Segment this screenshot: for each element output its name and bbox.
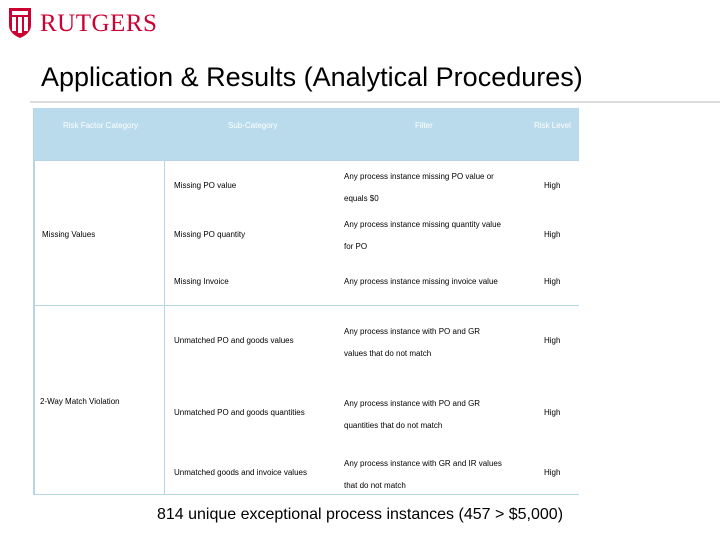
shield-icon [8, 7, 32, 39]
row-divider [34, 305, 579, 306]
sub-category-cell: Unmatched PO and goods quantities [174, 408, 305, 417]
title-divider [30, 101, 720, 103]
column-divider [164, 160, 165, 494]
table-header [34, 108, 579, 160]
risk-level-cell: High [544, 277, 561, 286]
risk-level-cell: High [544, 181, 561, 190]
rutgers-logo [8, 6, 157, 40]
filter-cell: Any process instance with PO and GR quantities that do not match [344, 399, 481, 430]
sub-category-cell: Missing PO value [174, 181, 237, 190]
sub-category-cell: Unmatched PO and goods values [174, 336, 294, 345]
header-sub-category: Sub-Category [228, 121, 278, 130]
risk-table [33, 108, 579, 495]
column-divider [34, 160, 35, 494]
summary-text: 814 unique exceptional process instances (457 > $5,000) [156, 506, 564, 523]
risk-level-cell: High [544, 336, 561, 345]
header-filter: Filter [415, 121, 433, 130]
risk-level-cell: High [544, 468, 561, 477]
filter-cell: Any process instance missing invoice value [344, 277, 498, 286]
filter-cell: Any process instance with PO and GR values that do not match [344, 327, 481, 358]
row-divider [34, 160, 579, 161]
sub-category-cell: Unmatched goods and invoice values [174, 468, 307, 477]
header-risk-factor: Risk Factor Category [63, 121, 139, 130]
risk-level-cell: High [544, 408, 561, 417]
filter-cell: Any process instance with GR and IR values that do not match [344, 459, 502, 490]
page-title: Application & Results (Analytical Procedures) [41, 62, 583, 92]
sub-category-cell: Missing PO quantity [174, 230, 246, 239]
filter-cell: Any process instance missing PO value or equals $0 [344, 172, 494, 203]
group-label-missing-values: Missing Values [42, 230, 96, 239]
risk-level-cell: High [544, 230, 561, 239]
filter-cell: Any process instance missing quantity value for PO [344, 220, 501, 251]
sub-category-cell: Missing Invoice [174, 277, 229, 286]
brand-name: RUTGERS [40, 9, 158, 37]
header-risk-level: Risk Level [534, 121, 571, 130]
group-label-2-way-match: 2-Way Match Violation [40, 397, 120, 406]
